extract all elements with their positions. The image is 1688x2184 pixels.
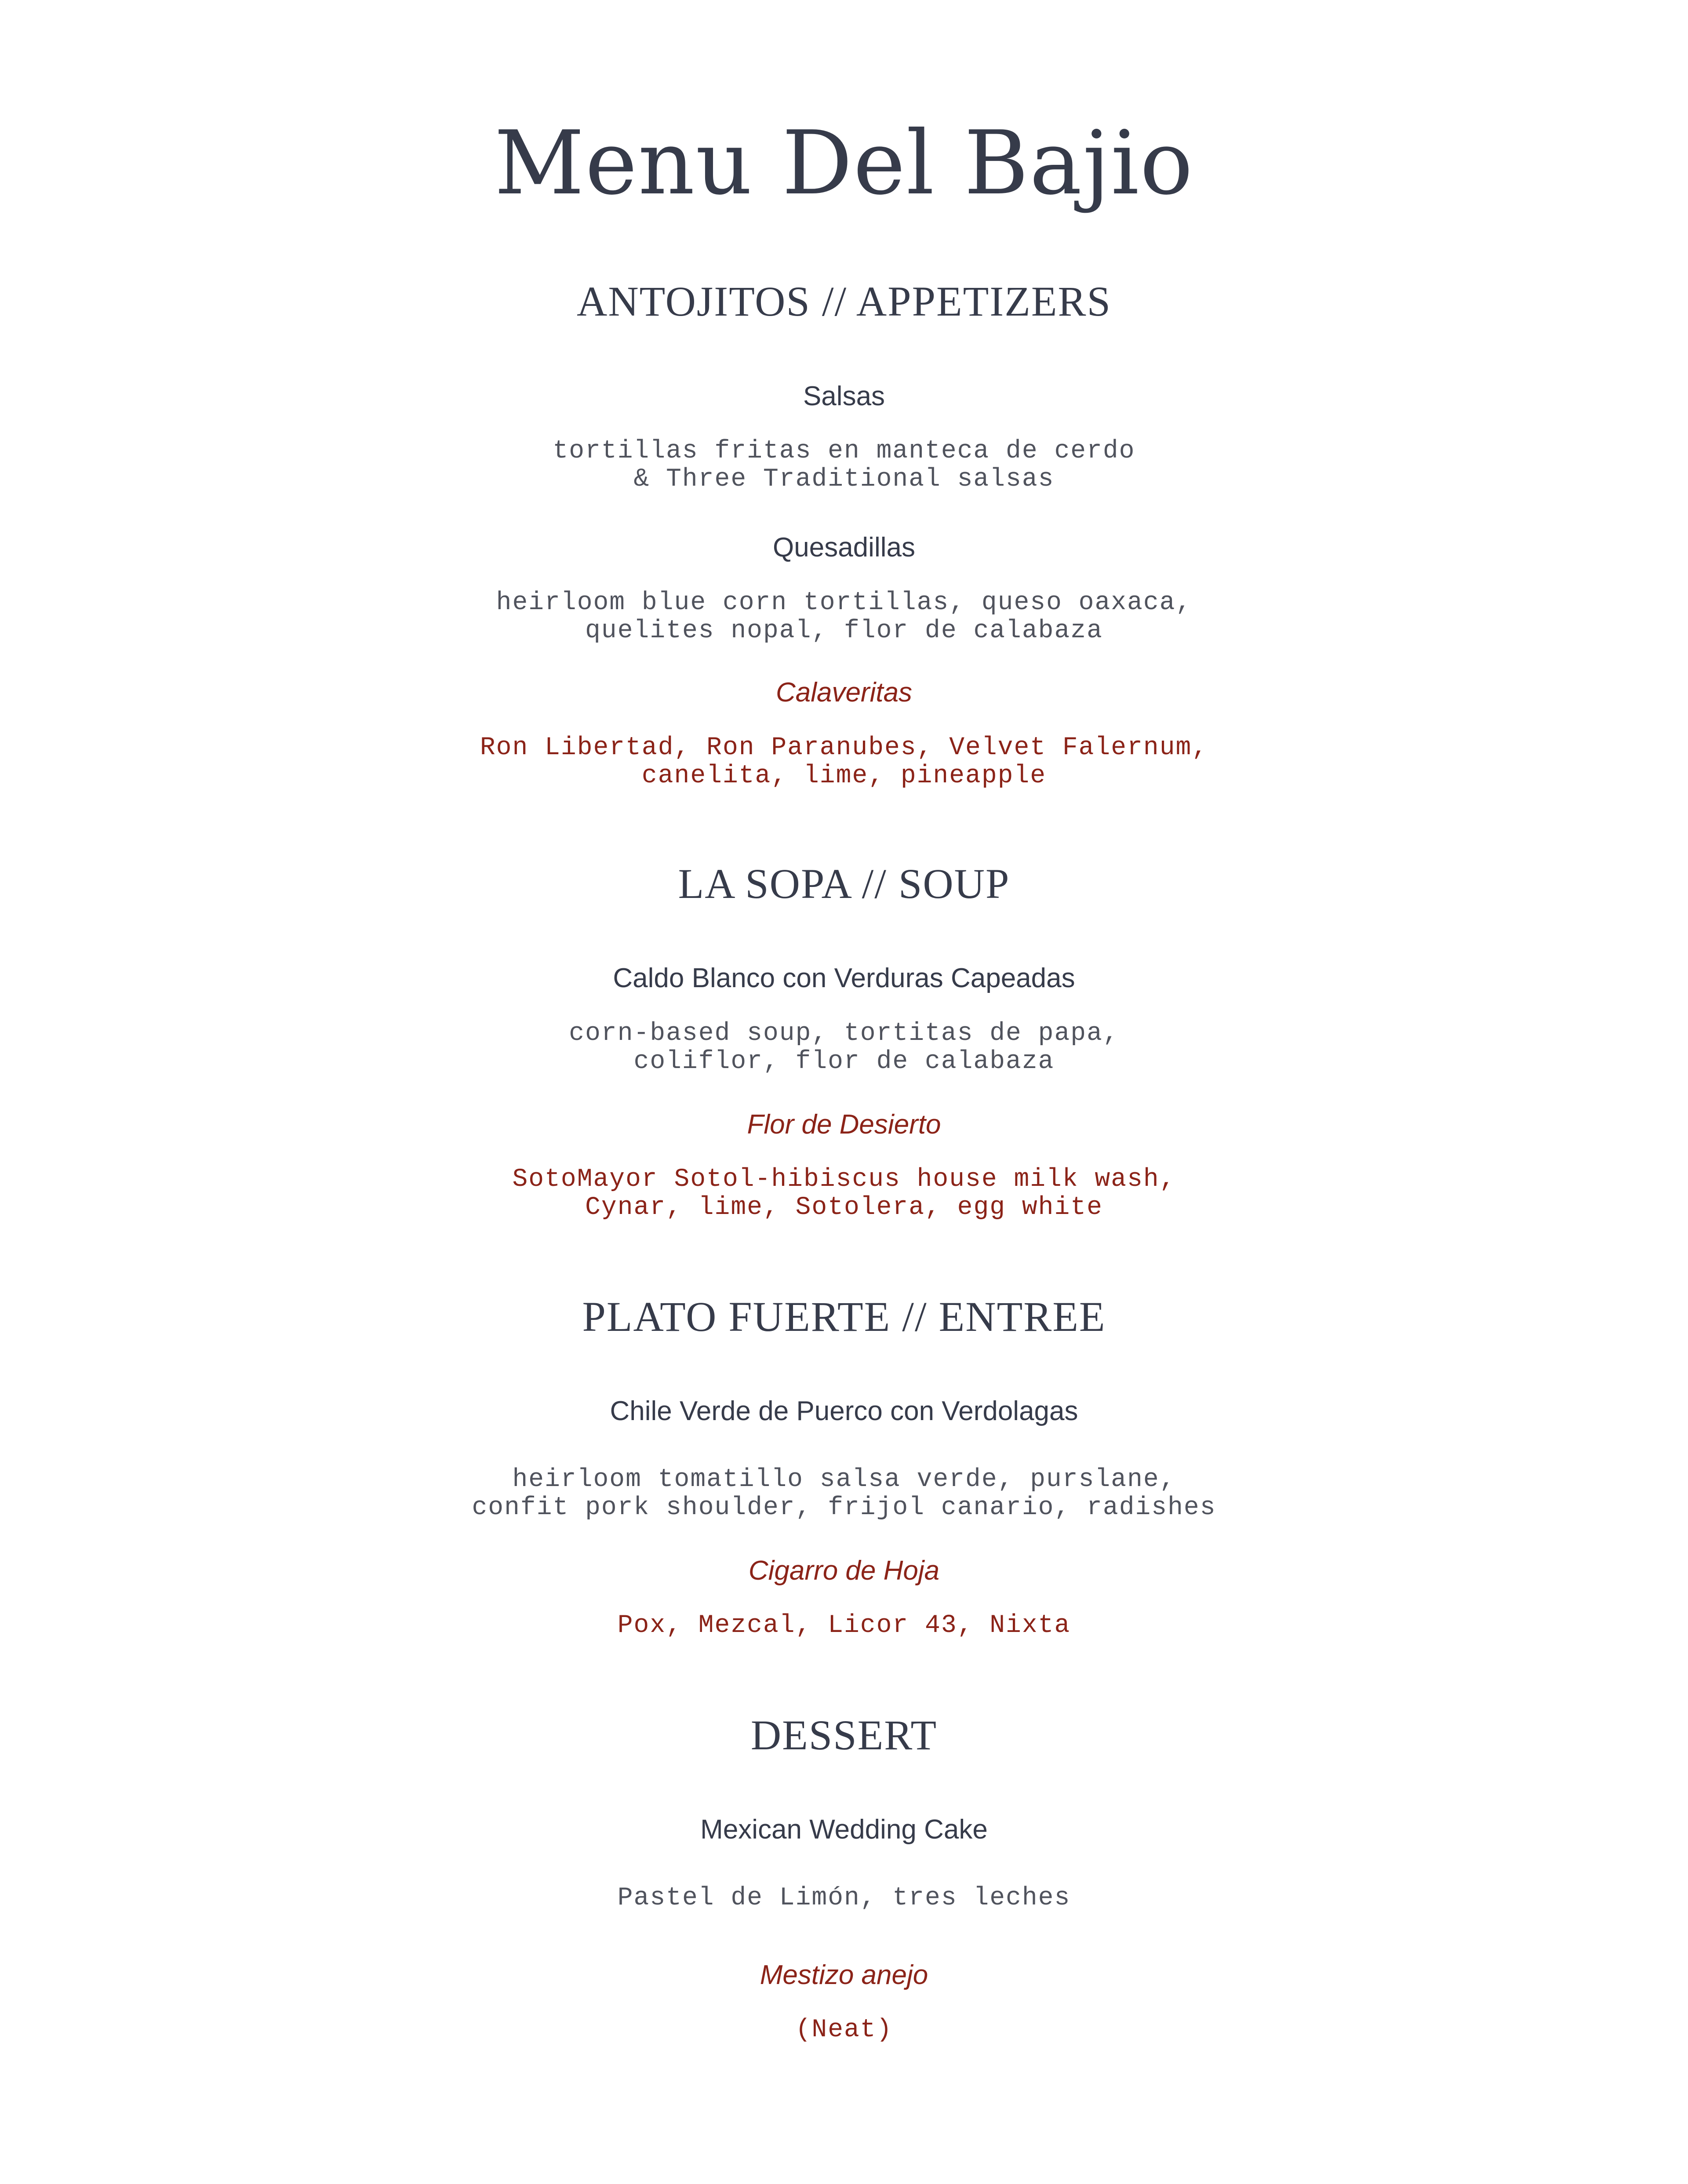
drink-description-flor-de-desierto <box>0 1166 1688 1222</box>
section-heading-soup: LA SOPA // SOUP <box>678 860 1010 907</box>
drink-description-mestizo-anejo <box>0 2016 1688 2044</box>
description-line: Pastel de Limón, tres leches <box>617 1884 1071 1912</box>
dish-description-quesadillas <box>0 589 1688 645</box>
description-line: tortillas fritas en manteca de cerdo <box>553 437 1135 465</box>
dish-name-caldo-blanco: Caldo Blanco con Verduras Capeadas <box>613 963 1075 993</box>
drink-name-calaveritas: Calaveritas <box>775 677 913 708</box>
description-line: (Neat) <box>795 2016 893 2044</box>
description-line: SotoMayor Sotol-hibiscus house milk wash, <box>512 1165 1176 1194</box>
drink-description-calaveritas <box>0 734 1688 790</box>
drink-description-cigarro-de-hoja <box>0 1612 1688 1640</box>
drink-name-flor-de-desierto: Flor de Desierto <box>747 1109 941 1140</box>
description-line: heirloom blue corn tortillas, queso oaxaca, <box>496 589 1192 617</box>
section-heading-entree: PLATO FUERTE // ENTREE <box>582 1293 1106 1340</box>
description-line: quelites nopal, flor de calabaza <box>585 617 1103 645</box>
menu-title: Menu Del Bajio <box>494 112 1194 214</box>
dish-description-mexican-wedding-cake <box>0 1884 1688 1912</box>
description-line: Cynar, lime, Sotolera, egg white <box>585 1193 1103 1222</box>
dish-name-salsas: Salsas <box>803 381 885 411</box>
description-line: canelita, lime, pineapple <box>641 762 1047 790</box>
dish-description-salsas <box>0 437 1688 494</box>
section-heading-appetizers: ANTOJITOS // APPETIZERS <box>577 278 1111 325</box>
description-line: corn-based soup, tortitas de papa, <box>569 1019 1119 1048</box>
dish-description-caldo-blanco <box>0 1020 1688 1076</box>
description-line: Pox, Mezcal, Licor 43, Nixta <box>617 1611 1071 1640</box>
description-line: coliflor, flor de calabaza <box>633 1047 1055 1076</box>
dish-name-mexican-wedding-cake: Mexican Wedding Cake <box>700 1814 988 1845</box>
description-line: Ron Libertad, Ron Paranubes, Velvet Falernum, <box>480 734 1208 762</box>
dish-name-quesadillas: Quesadillas <box>773 532 915 563</box>
drink-name-mestizo-anejo: Mestizo anejo <box>760 1960 928 1990</box>
description-line: & Three Traditional salsas <box>633 465 1055 494</box>
section-heading-dessert: DESSERT <box>750 1712 938 1759</box>
dish-description-chile-verde <box>0 1466 1688 1522</box>
drink-name-cigarro-de-hoja: Cigarro de Hoja <box>748 1555 940 1586</box>
description-line: confit pork shoulder, frijol canario, radishes <box>472 1494 1216 1522</box>
dish-name-chile-verde: Chile Verde de Puerco con Verdolagas <box>610 1396 1078 1426</box>
description-line: heirloom tomatillo salsa verde, purslane, <box>512 1465 1176 1494</box>
